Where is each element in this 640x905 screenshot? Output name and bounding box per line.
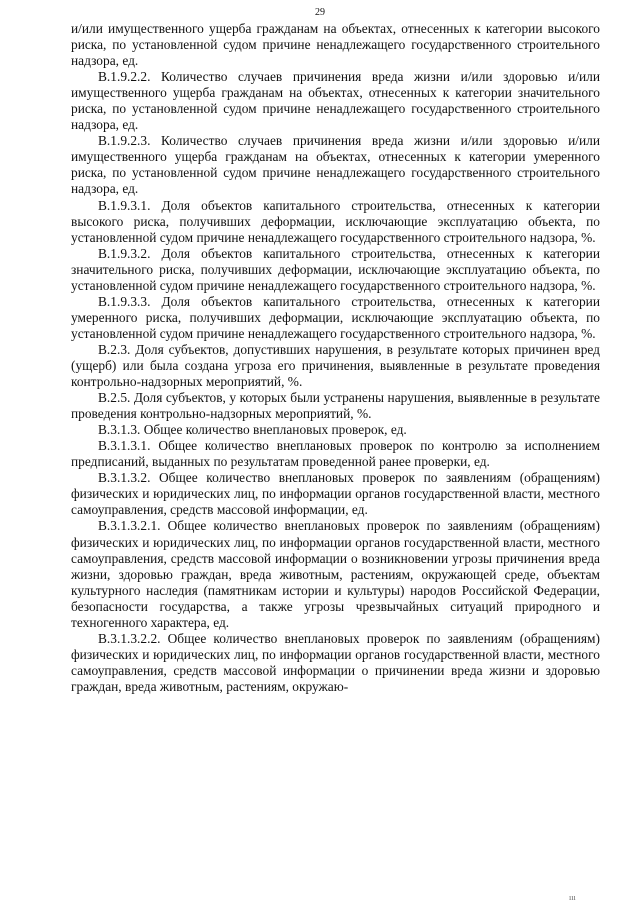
paragraph: В.2.5. Доля субъектов, у которых были устранены нарушения, выявленные в результате проведения контрольно-надзорных мероприятий, %. — [71, 390, 600, 422]
paragraph: В.3.1.3.2. Общее количество внеплановых проверок по заявлениям (обращениям) физических и юридических лиц, по информации органов государственной власти, местного самоуправления, средств массовой информации, ед. — [71, 470, 600, 518]
page-number: 29 — [315, 7, 325, 18]
paragraph: В.3.1.3. Общее количество внеплановых проверок, ед. — [98, 422, 407, 438]
footer-mark: ııı — [569, 893, 576, 902]
document-body — [71, 21, 600, 695]
paragraph: В.3.1.3.2.2. Общее количество внеплановых проверок по заявлениям (обращениям) физических и юридических лиц, по информации органов государственной власти, местного самоуправления, средств массовой информации о причинении вреда жизни и здоровью граждан, вреда животным, растениям, окружаю- — [71, 630, 600, 694]
paragraph: В.2.3. Доля субъектов, допустивших нарушения, в результате которых причинен вред (ущерб) или была создана угроза его причинения, выявленные в результате проведения контрольно-надзорных мероприятий, %. — [71, 341, 600, 390]
paragraph: В.3.1.3.1. Общее количество внеплановых проверок по контролю за исполнением предписаний, выданных по результатам проведенной ранее проверки, ед. — [71, 438, 600, 470]
paragraph: и/или имущественного ущерба гражданам на объектах, отнесенных к категории высокого риска, по установленной судом причине ненадлежащего государственного строительного надзора, ед. — [71, 21, 600, 69]
paragraph: В.1.9.3.1. Доля объектов капитального строительства, отнесенных к категории высокого риска, получивших деформации, исключающие эксплуатацию объекта, по установленной судом причине ненадлежащего государственного строительного надзора, %. — [71, 197, 600, 245]
paragraph: В.1.9.3.3. Доля объектов капитального строительства, отнесенных к категории умеренного риска, получивших деформации, исключающие эксплуатацию объекта, по установленной судом причине ненадлежащего государственного строительного надзора, %. — [71, 293, 600, 341]
paragraph: В.1.9.2.2. Количество случаев причинения вреда жизни и/или здоровью и/или имущественного ущерба гражданам на объектах, отнесенных к категории значительного риска, по установленной судом причине ненадлежащего государственного строительного надзора, ед. — [71, 69, 600, 133]
paragraph: В.1.9.3.2. Доля объектов капитального строительства, отнесенных к категории значительного риска, получивших деформации, исключающие эксплуатацию объекта, по установленной судом причине ненадлежащего государственного строительного надзора, %. — [71, 245, 600, 293]
paragraph: В.3.1.3.2.1. Общее количество внеплановых проверок по заявлениям (обращениям) физических и юридических лиц, по информации органов государственной власти, местного самоуправления, средств массовой информации о возникновении угрозы причинения вреда жизни, здоровью граждан, вреда животным, растениям, окружающей среде, объектам культурного наследия (памятникам истории и культуры) народов Российской Федерации, безопасности государства, а также угрозы чрезвычайных ситуаций природного и техногенного характера, ед. — [71, 518, 600, 630]
paragraph: В.1.9.2.3. Количество случаев причинения вреда жизни и/или здоровью и/или имущественного ущерба гражданам на объектах, отнесенных к категории умеренного риска, по установленной судом причине ненадлежащего государственного строительного надзора, ед. — [71, 133, 600, 197]
